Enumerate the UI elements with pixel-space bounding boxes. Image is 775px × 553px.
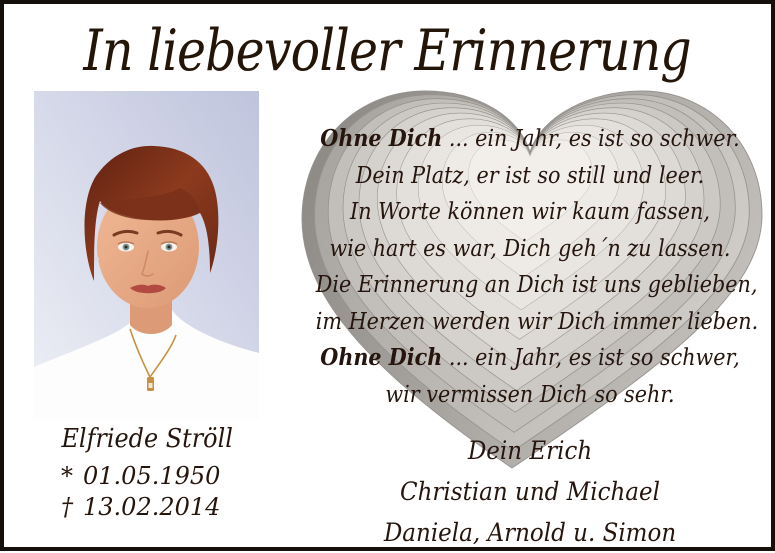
portrait-necklace-gem (149, 383, 153, 388)
mourner-line: Christian und Michael (400, 477, 660, 506)
portrait-pupil-right (168, 246, 171, 249)
poem-line (316, 158, 744, 195)
mourners (292, 430, 768, 553)
poem-line (316, 194, 744, 231)
page-title (4, 8, 771, 94)
poem-line-text: wir vermissen Dich so sehr. (385, 381, 675, 408)
poem-line (316, 377, 744, 414)
page-title-text: In liebevoller Erinnerung (83, 18, 692, 84)
poem-line-text: Die Erinnerung an Dich ist uns geblieben, (315, 272, 758, 298)
poem-line-text: Dein Platz, er ist so still und leer. (355, 162, 705, 189)
birth-star-symbol: * (61, 462, 73, 490)
poem (292, 121, 768, 413)
death-date-row (61, 492, 220, 523)
poem-line (316, 231, 744, 268)
mourner-line: Daniela, Arnold u. Simon (383, 518, 677, 547)
poem-line-text: im Herzen werden wir Dich immer lieben. (315, 308, 759, 335)
mourner-line: Dein Erich (467, 436, 593, 465)
poem-line-text: ... ein Jahr, es ist so schwer, (442, 345, 740, 371)
life-dates (61, 461, 220, 523)
poem-line-emphasis: Ohne Dich (320, 344, 443, 371)
portrait-earring (95, 257, 99, 261)
deceased-name-text: Elfriede Ströll (61, 424, 233, 454)
portrait-pupil-left (125, 246, 128, 249)
birth-date: 01.05.1950 (83, 462, 221, 490)
poem-line (315, 267, 758, 304)
birth-date-row (61, 461, 220, 492)
deceased-name (22, 424, 272, 454)
poem-line (316, 340, 744, 377)
portrait-photo (34, 91, 259, 419)
poem-line-text: In Worte können wir kaum fassen, (350, 199, 710, 225)
poem-line-text: wie hart es war, Dich geh´n zu lassen. (329, 235, 731, 262)
poem-line-emphasis: Ohne Dich (320, 125, 443, 152)
poem-line (316, 121, 744, 158)
poem-line-text: ... ein Jahr, es ist so schwer. (442, 126, 740, 152)
death-date: 13.02.2014 (83, 493, 221, 521)
death-cross-symbol: † (61, 493, 73, 521)
poem-line (315, 304, 759, 341)
